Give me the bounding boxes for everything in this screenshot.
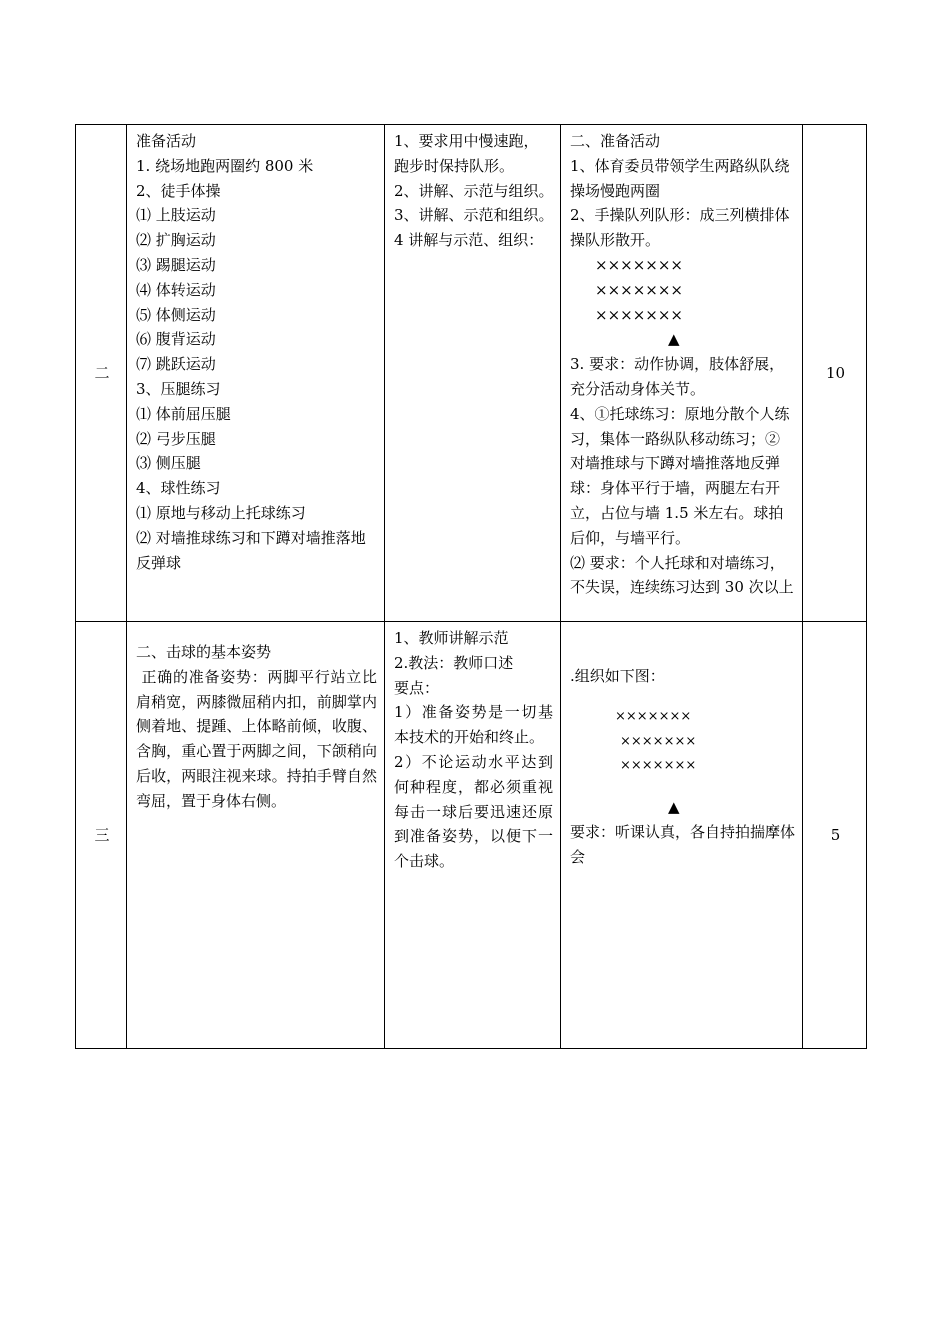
list-item: ⑴ 体前屈压腿 — [136, 404, 231, 423]
formation-row: ××××××× — [615, 708, 692, 724]
list-item: 2.教法：教师口述 — [394, 653, 514, 672]
methods-cell — [385, 125, 561, 622]
section-number: 二 — [76, 125, 127, 622]
formation-row: ××××××× — [620, 733, 697, 749]
list-item: 3、压腿练习 — [136, 379, 221, 398]
section-number: 三 — [76, 622, 127, 1049]
list-item: ⑵ 扩胸运动 — [136, 231, 216, 250]
list-item: 要求：听课认真，各自持拍揣摩体会 — [570, 822, 796, 866]
list-item: 2、徒手体操 — [136, 181, 221, 200]
table-row — [76, 125, 867, 622]
teacher-triangle-icon: ▲ — [668, 798, 680, 817]
list-item: 1、体育委员带领学生两路纵队绕操场慢跑两圈 — [570, 156, 790, 200]
list-item: 1）准备姿势是一切基本技术的开始和终止。 — [394, 703, 553, 747]
list-item: 正确的准备姿势：两脚平行站立比肩稍宽，两膝微屈稍内扣，前脚掌内侧着地、提踵、上体略前倾，收腹、含胸，重心置于两脚之间，下颌稍向后收，两眼注视来球。持拍手臂自然弯屈，置于身体右侧。 — [136, 667, 377, 810]
list-item: ⑴ 原地与移动上托球练习 — [136, 503, 306, 522]
list-item: 4、球性练习 — [136, 479, 221, 498]
content-cell — [127, 622, 385, 1049]
list-item: ⑵ 对墙推球练习和下蹲对墙推落地反弹球 — [136, 528, 366, 572]
list-item: ⑺ 跳跃运动 — [136, 355, 216, 374]
org-heading: .组织如下图： — [570, 667, 665, 685]
list-item: 要点： — [394, 678, 440, 697]
list-item: 二、击球的基本姿势 — [136, 643, 272, 661]
list-item: 3. 要求：动作协调，肢体舒展，充分活动身体关节。 — [570, 355, 785, 398]
time-minutes: 10 — [803, 125, 867, 622]
list-item: ⑶ 踢腿运动 — [136, 255, 216, 274]
list-item: ⑶ 侧压腿 — [136, 454, 201, 473]
list-item: 2）不论运动水平达到何种程度，都必须重视每击一球后要迅速还原到准备姿势，以便下一个击球。 — [394, 752, 553, 871]
list-item: ⑵ 弓步压腿 — [136, 429, 216, 448]
list-item: 1、要求用中慢速跑，跑步时保持队形。 — [394, 132, 539, 175]
formation-row: ××××××× — [595, 305, 683, 324]
list-item: ⑵ 要求：个人托球和对墙练习，不失误，连续练习达到 30 次以上 — [570, 553, 794, 597]
list-item: 1. 绕场地跑两圈约 800 米 — [136, 156, 314, 175]
lesson-plan-table — [75, 124, 867, 1049]
list-item: 2、讲解、示范与组织。 — [394, 181, 554, 200]
teacher-triangle-icon: ▲ — [668, 330, 680, 349]
list-item: 4、①托球练习：原地分散个人练习，集体一路纵队移动练习；② 对墙推球与下蹲对墙推落地反弹球：身体平行于墙，两腿左右开立，占位与墙 1.5 米左右。球拍后仰，与墙平行。 — [570, 404, 790, 547]
content-cell — [127, 125, 385, 622]
list-item: ⑸ 体侧运动 — [136, 305, 216, 324]
list-item: 1、教师讲解示范 — [394, 629, 509, 647]
formation-row: ××××××× — [620, 758, 697, 774]
list-item: 准备活动 — [136, 132, 197, 150]
organization-cell — [561, 622, 803, 1049]
formation-row: ××××××× — [595, 255, 683, 274]
methods-cell — [385, 622, 561, 1049]
list-item: 4 讲解与示范、组织： — [394, 231, 544, 250]
list-item: ⑹ 腹背运动 — [136, 330, 216, 349]
list-item: 3、讲解、示范和组织。 — [394, 206, 554, 225]
organization-cell — [561, 125, 803, 622]
formation-row: ××××××× — [595, 280, 683, 299]
org-heading: 二、准备活动 — [570, 132, 661, 150]
list-item: 2、手操队列队形：成三列横排体操队形散开。 — [570, 206, 790, 250]
list-item: ⑷ 体转运动 — [136, 280, 216, 299]
list-item: ⑴ 上肢运动 — [136, 206, 216, 225]
time-minutes: 5 — [803, 622, 867, 1049]
table-row — [76, 622, 867, 1049]
